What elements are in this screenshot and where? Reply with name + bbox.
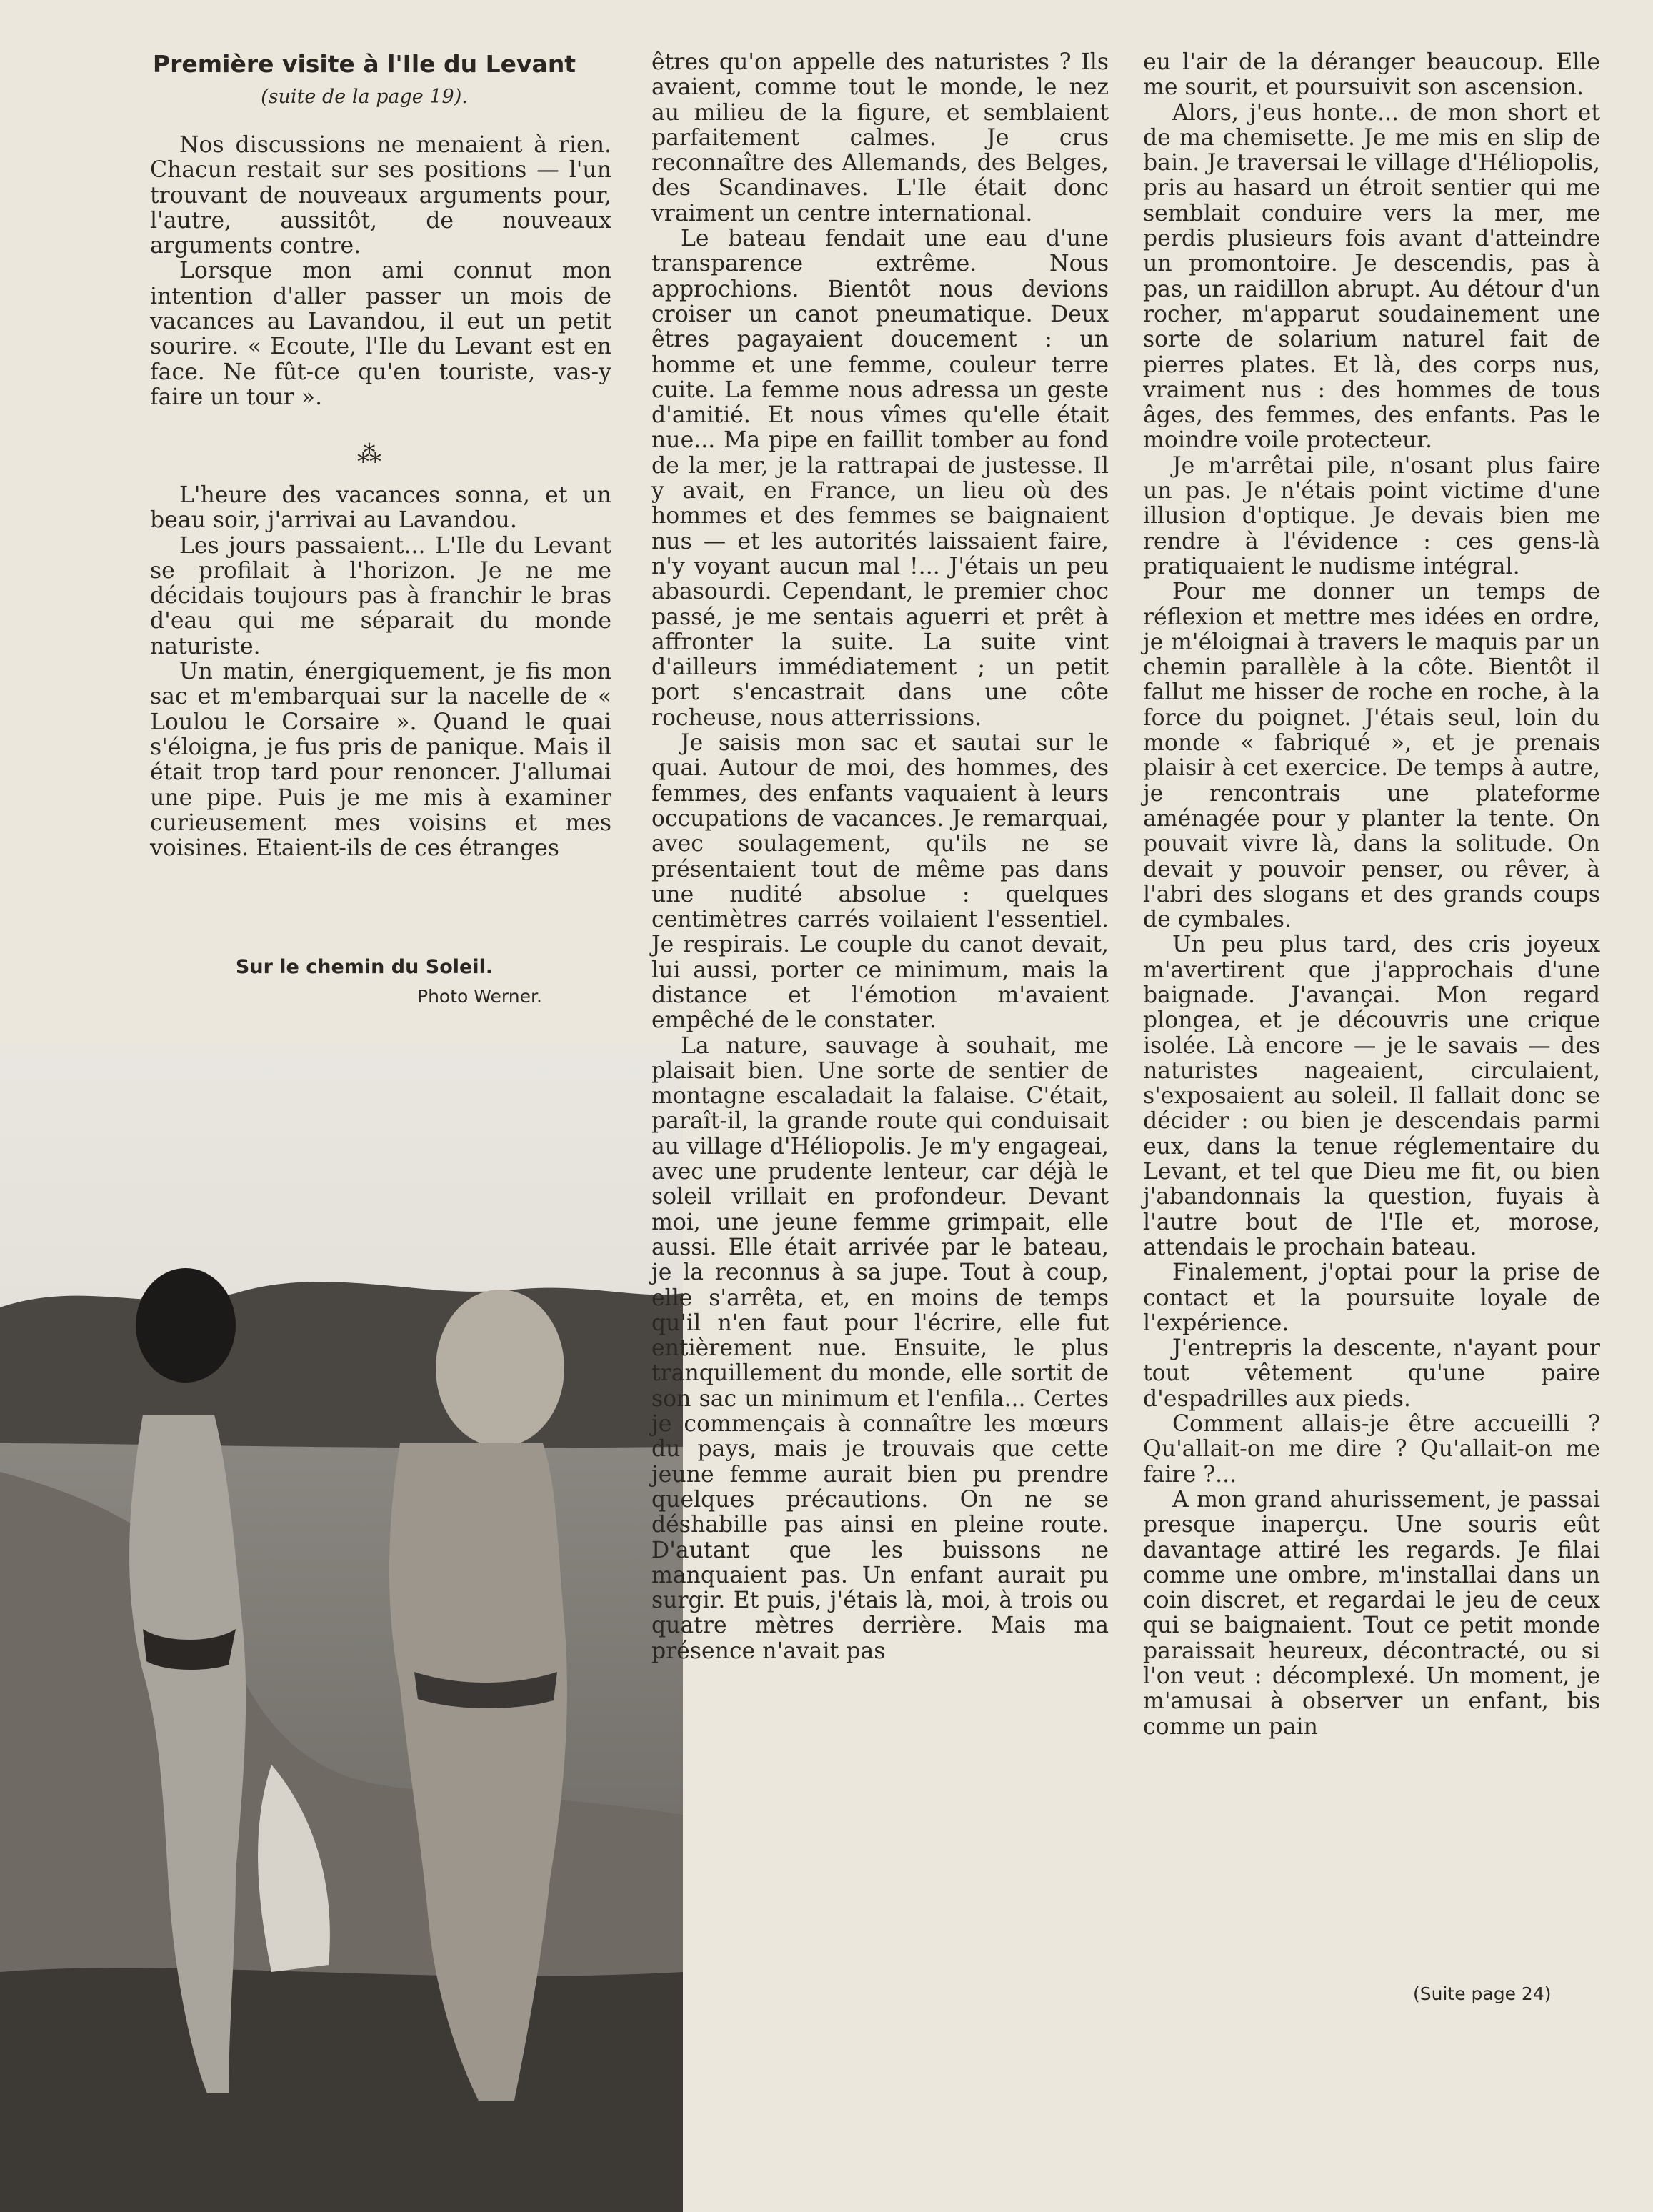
paragraph: Finalement, j'optai pour la prise de contact et la poursuite loyale de l'expérience.: [1143, 1260, 1600, 1336]
photo-caption: Sur le chemin du Soleil.: [235, 956, 494, 978]
article-title: Première visite à l'Ile du Levant: [152, 50, 576, 78]
foreground-rocks: [0, 1968, 683, 2212]
paragraph: eu l'air de la déranger beaucoup. Elle me sourit, et poursuivit son ascension.: [1143, 49, 1600, 101]
continued-note: (Suite page 24): [1413, 1983, 1552, 2004]
paragraph: J'entrepris la descente, n'ayant pour tout vêtement qu'une paire d'espadrilles aux pieds.: [1143, 1335, 1600, 1412]
article-subtitle: (suite de la page 19).: [261, 86, 468, 108]
text-column-1b: [150, 483, 611, 861]
woman-right-hair: [436, 1290, 564, 1447]
paragraph: êtres qu'on appelle des naturistes ? Ils avaient, comme tout le monde, le nez au milieu de la figure, et semblaient parfaitement calmes. Je crus reconnaître des Allemands, des Belges, des Scandinaves. L'Ile était donc vraiment un centre international.: [651, 49, 1109, 226]
text-column-2: [651, 50, 1109, 1664]
text-column-3: [1143, 50, 1600, 1740]
photograph: [0, 1043, 683, 2212]
paragraph: Je saisis mon sac et sautai sur le quai. Autour de moi, des hommes, des femmes, des enfants vaquaient à leurs occupations de vacances. Je remarquai, avec soulagement, qu'ils ne se présentaient tout de même pas dans une nudité absolue : quelques centimètres carrés voilaient l'essentiel. Je respirais. Le couple du canot devait, lui aussi, porter ce minimum, mais la distance et l'émotion m'avaient empêché de le constater.: [651, 730, 1109, 1034]
paragraph: Alors, j'eus honte... de mon short et de ma chemisette. Je me mis en slip de bain. Je traversai le village d'Héliopolis, pris au hasard un étroit sentier qui me semblait conduire vers la mer, me perdis plusieurs fois avant d'atteindre un promontoire. Je descendis, pas à pas, un raidillon abrupt. Au détour d'un rocher, m'apparut soudainement une sorte de solarium naturel fait de pierres plates. Et là, des corps nus, vraiment nus : des hommes de tous âges, des femmes, des enfants. Pas le moindre voile protecteur.: [1143, 99, 1600, 454]
paragraph: Un matin, énergiquement, je fis mon sac et m'embarquai sur la nacelle de « Loulou le Corsaire ». Quand le quai s'éloigna, je fus pris de panique. Mais il était trop tard pour renoncer. J'allumai une pipe. Puis je me mis à examiner curieusement mes voisins et mes voisines. Etaient-ils de ces étranges: [150, 659, 611, 862]
paragraph: Les jours passaient... L'Ile du Levant se profilait à l'horizon. Je ne me décidais toujours pas à franchir le bras d'eau qui me séparait du monde naturiste.: [150, 532, 611, 659]
photo-credit: Photo Werner.: [417, 986, 542, 1007]
paragraph: Un peu plus tard, des cris joyeux m'avertirent que j'approchais d'une baignade. J'avançai. Mon regard plongea, et je découvris une crique isolée. Là encore — je le savais — des naturistes nageaient, circulaient, s'exposaient au soleil. Il fallait donc se décider : ou bien je descendais parmi eux, dans la tenue réglementaire du Levant, et tel que Dieu me fit, ou bien j'abandonnais la question, fuyais à l'autre bout de l'Ile et, morose, attendais le prochain bateau.: [1143, 932, 1600, 1260]
paragraph: A mon grand ahurissement, je passai presque inaperçu. Une souris eût davantage attiré les regards. Je filai comme une ombre, m'installai dans un coin discret, et regardai le jeu de ceux qui se baignaient. Tout ce petit monde paraissait heureux, décontracté, ou si l'on veut : décomplexé. Un moment, je m'amusai à observer un enfant, bis comme un pain: [1143, 1486, 1600, 1740]
paragraph: Comment allais-je être accueilli ? Qu'allait-on me dire ? Qu'allait-on me faire ?...: [1143, 1411, 1600, 1488]
paragraph: La nature, sauvage à souhait, me plaisait bien. Une sorte de sentier de montagne escaladait la falaise. C'était, paraît-il, la grande route qui conduisait au village d'Héliopolis. Je m'y engageai, avec une prudente lenteur, car déjà le soleil vrillait en profondeur. Devant moi, une jeune femme grimpait, elle aussi. Elle était arrivée par le bateau, je la reconnus à sa jupe. Tout à coup, elle s'arrêta, et, en moins de temps qu'il n'en faut pour l'écrire, elle fut entièrement nue. Ensuite, le plus tranquillement du monde, elle sortit de son sac un minimum et l'enfila... Certes je commençais à connaître les mœurs du pays, mais je trouvais que cette jeune femme aurait bien pu prendre quelques précautions. On ne se déshabille pas ainsi en pleine route. D'autant que les buissons ne manquaient pas. Un enfant aurait pu surgir. Et puis, j'étais là, moi, à trois ou quatre mètres derrière. Mais ma présence n'avait pas: [651, 1032, 1109, 1664]
woman-left-hair: [136, 1268, 236, 1382]
paragraph: Pour me donner un temps de réflexion et mettre mes idées en ordre, je m'éloignai à travers le maquis par un chemin parallèle à la côte. Bientôt il fallut me hisser de roche en roche, à la force du poignet. J'étais seul, loin du monde « fabriqué », et je prenais plaisir à cet exercice. De temps à autre, je rencontrais une plateforme aménagée pour y planter la tente. On pouvait vivre là, dans la solitude. On devait y pouvoir penser, ou rêver, à l'abri des slogans et des grands coups de cymbales.: [1143, 579, 1600, 933]
paragraph: Je m'arrêtai pile, n'osant plus faire un pas. Je n'étais point victime d'une illusion d'optique. Je devais bien me rendre à l'évidence : ces gens-là pratiquaient le nudisme intégral.: [1143, 452, 1600, 579]
paragraph: Le bateau fendait une eau d'une transparence extrême. Nous approchions. Bientôt nous devions croiser un canot pneumatique. Deux êtres pagayaient doucement : un homme et une femme, couleur terre cuite. La femme nous adressa un geste d'amitié. Et nous vîmes qu'elle était nue... Ma pipe en faillit tomber au fond de la mer, je la rattrapai de justesse. Il y avait, en France, un lieu où des hommes et des femmes se baignaient nus — et les autorités laissaient faire, n'y voyant aucun mal !... J'étais un peu abasourdi. Cependant, le premier choc passé, je me sentais aguerri et prêt à affronter la suite. La suite vint d'ailleurs immédiatement ; un petit port s'encastrait dans une côte rocheuse, nous atterrissions.: [651, 226, 1109, 731]
section-ornament: ⁂: [357, 440, 381, 469]
text-column-1: [150, 133, 611, 410]
paragraph: L'heure des vacances sonna, et un beau soir, j'arrivai au Lavandou.: [150, 482, 611, 534]
paragraph: Nos discussions ne menaient à rien. Chacun restait sur ses positions — l'un trouvant de nouveaux arguments pour, l'autre, aussitôt, de nouveaux arguments contre.: [150, 132, 611, 259]
paragraph: Lorsque mon ami connut mon intention d'aller passer un mois de vacances au Lavandou, il eut un petit sourire. « Ecoute, l'Ile du Levant est en face. Ne fût-ce qu'en touriste, vas-y faire un tour ».: [150, 258, 611, 410]
